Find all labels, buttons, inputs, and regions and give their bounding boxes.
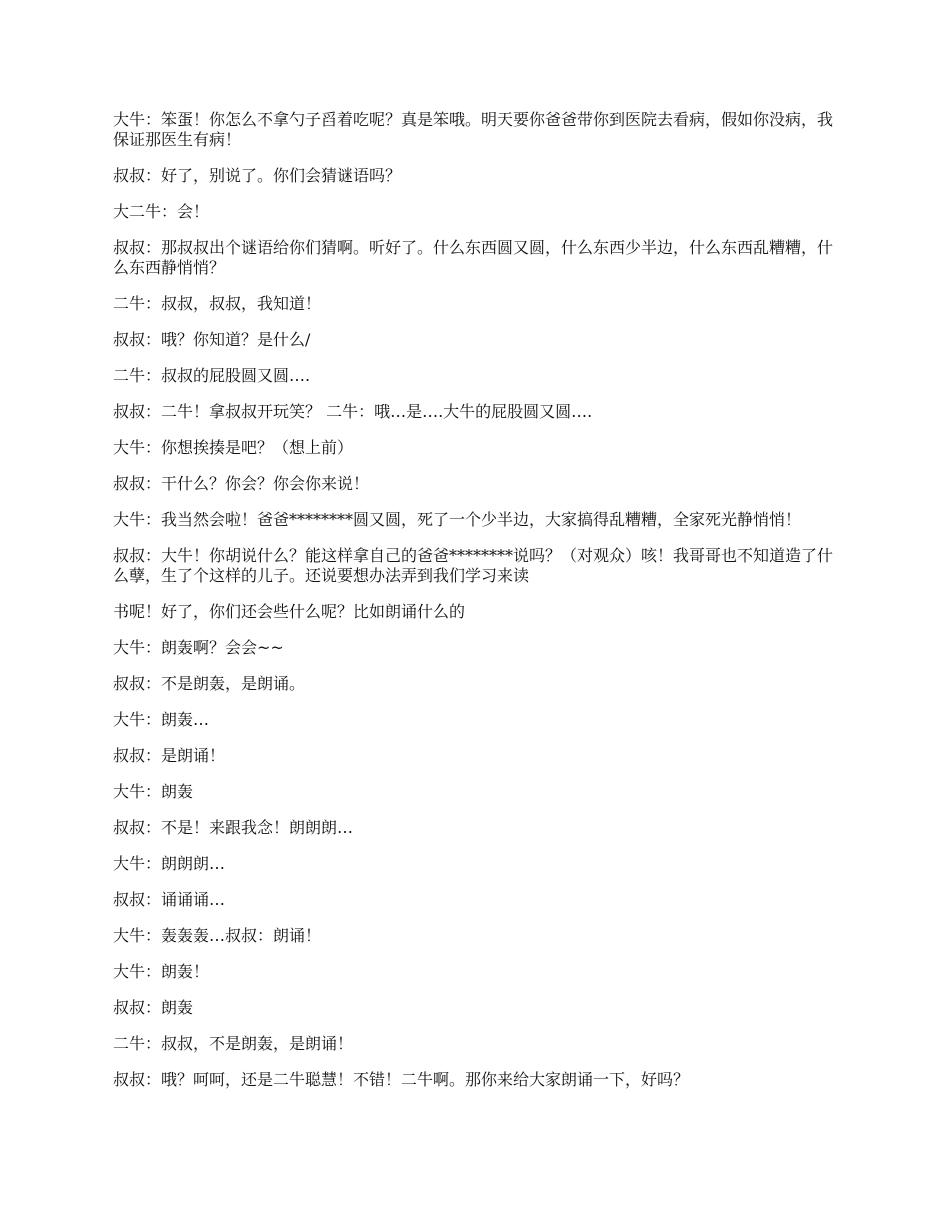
dialogue-paragraph: 二牛：叔叔的屁股圆又圆…. xyxy=(113,366,311,385)
dialogue-paragraph: 叔叔：不是朗轰，是朗诵。 xyxy=(113,674,306,693)
dialogue-paragraph: 叔叔：哦？你知道？是什么/ xyxy=(113,330,311,349)
dialogue-paragraph: 叔叔：好了，别说了。你们会猜谜语吗？ xyxy=(113,166,402,185)
dialogue-paragraph: 大牛：轰轰轰…叔叔：朗诵！ xyxy=(113,926,322,945)
dialogue-paragraph: 大牛：笨蛋！你怎么不拿勺子舀着吃呢？真是笨哦。明天要你爸爸带你到医院去看病，假如你没病，我保证那医生有病！ xyxy=(113,110,834,149)
dialogue-paragraph: 大牛：你想挨揍是吧？（想上前） xyxy=(113,438,354,457)
dialogue-paragraph: 大牛：朗轰！ xyxy=(113,962,210,981)
dialogue-paragraph: 大牛：我当然会啦！爸爸********圆又圆，死了一个少半边，大家搞得乱糟糟，全家死光静悄悄！ xyxy=(113,510,802,529)
dialogue-paragraph: 大牛：朗轰… xyxy=(113,710,210,729)
dialogue-paragraph: 叔叔：不是！来跟我念！朗朗朗… xyxy=(113,818,354,837)
dialogue-paragraph: 二牛：叔叔，不是朗轰，是朗诵！ xyxy=(113,1034,354,1053)
dialogue-paragraph: 大牛：朗轰 xyxy=(113,782,194,801)
dialogue-paragraph: 大二牛：会！ xyxy=(113,202,210,221)
document-page xyxy=(113,110,841,1106)
dialogue-paragraph: 叔叔：朗轰 xyxy=(113,998,194,1017)
dialogue-paragraph: 叔叔：诵诵诵… xyxy=(113,890,226,909)
dialogue-paragraph: 大牛：朗朗朗… xyxy=(113,854,226,873)
dialogue-paragraph: 大牛：朗轰啊？会会~~ xyxy=(113,638,284,657)
dialogue-paragraph: 叔叔：二牛！拿叔叔开玩笑？ 二牛：哦…是….大牛的屁股圆又圆…. xyxy=(113,402,593,421)
dialogue-paragraph: 叔叔：哦？呵呵，还是二牛聪慧！不错！二牛啊。那你来给大家朗诵一下，好吗？ xyxy=(113,1070,690,1089)
dialogue-paragraph: 书呢！好了，你们还会些什么呢？比如朗诵什么的 xyxy=(113,602,466,621)
dialogue-paragraph: 叔叔：那叔叔出个谜语给你们猜啊。听好了。什么东西圆又圆，什么东西少半边，什么东西乱糟糟，什么东西静悄悄？ xyxy=(113,238,834,277)
dialogue-paragraph: 叔叔：大牛！你胡说什么？能这样拿自己的爸爸********说吗？（对观众）咳！我哥哥也不知道造了什么孽，生了个这样的儿子。还说要想办法弄到我们学习来读 xyxy=(113,546,834,585)
dialogue-paragraph: 叔叔：干什么？你会？你会你来说！ xyxy=(113,474,370,493)
dialogue-paragraph: 二牛：叔叔，叔叔，我知道！ xyxy=(113,294,322,313)
dialogue-paragraph: 叔叔：是朗诵！ xyxy=(113,746,226,765)
